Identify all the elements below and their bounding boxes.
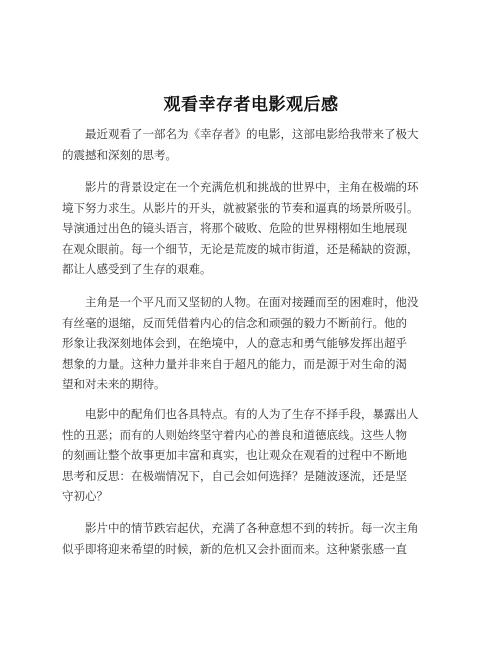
paragraph-line: 性的丑恶；而有的人则始终坚守着内心的善良和道德底线。这些人物	[62, 427, 407, 442]
paragraph-line: 思考和反思：在极端情况下，自己会如何选择？是随波逐流，还是坚	[62, 468, 407, 483]
paragraph-line: 守初心？	[62, 489, 108, 503]
paragraph-line: 都让人感受到了生存的艰难。	[62, 262, 212, 276]
paragraph-line: 望和对未来的期待。	[62, 377, 166, 391]
paragraph-line: 影片的背景设定在一个充满危机和挑战的世界中，主角在极端的环	[85, 180, 419, 194]
paragraph-line: 电影中的配角们也各具特点。有的人为了生存不择手段，暴露出人	[85, 407, 419, 421]
paragraph-line: 在观众眼前。每一个细节，无论是荒废的城市街道，还是稀缺的资源，	[62, 241, 419, 256]
paragraph-line: 的震撼和深刻的思考。	[62, 147, 177, 162]
paragraph-line: 影片中的情节跌宕起伏，充满了各种意想不到的转折。每一次主角	[85, 521, 419, 535]
paragraph-line: 主角是一个平凡而又坚韧的人物。在面对接踵而至的困难时，他没	[85, 295, 419, 309]
page-title: 观看幸存者电影观后感	[163, 95, 339, 115]
paragraph-1	[62, 124, 462, 165]
paragraph-line: 似乎即将迎来希望的时候，新的危机又会扑面而来。这种紧张感一直	[62, 541, 407, 556]
paragraph-4	[62, 404, 462, 507]
paragraph-3	[62, 292, 462, 395]
paragraph-line: 境下努力求生。从影片的开头，就被紧张的节奏和逼真的场景所吸引。	[62, 200, 419, 215]
paragraph-line: 的刻画让整个故事更加丰富和真实，也让观众在观看的过程中不断地	[62, 448, 407, 462]
paragraph-5	[62, 518, 462, 559]
paragraph-line: 有丝毫的退缩，反而凭借着内心的信念和顽强的毅力不断前行。他的	[62, 315, 407, 330]
paragraph-line: 形象让我深刻地体会到，在绝境中，人的意志和勇气能够发挥出超乎	[62, 336, 407, 350]
paragraph-line: 导演通过出色的镜头语言，将那个破败、危险的世界栩栩如生地展现	[62, 221, 407, 235]
paragraph-line: 最近观看了一部名为《幸存者》的电影，这部电影给我带来了极大	[85, 127, 419, 141]
paragraph-2	[62, 177, 462, 280]
paragraph-line: 想象的力量。这种力量并非来自于超凡的能力，而是源于对生命的渴	[62, 356, 407, 371]
